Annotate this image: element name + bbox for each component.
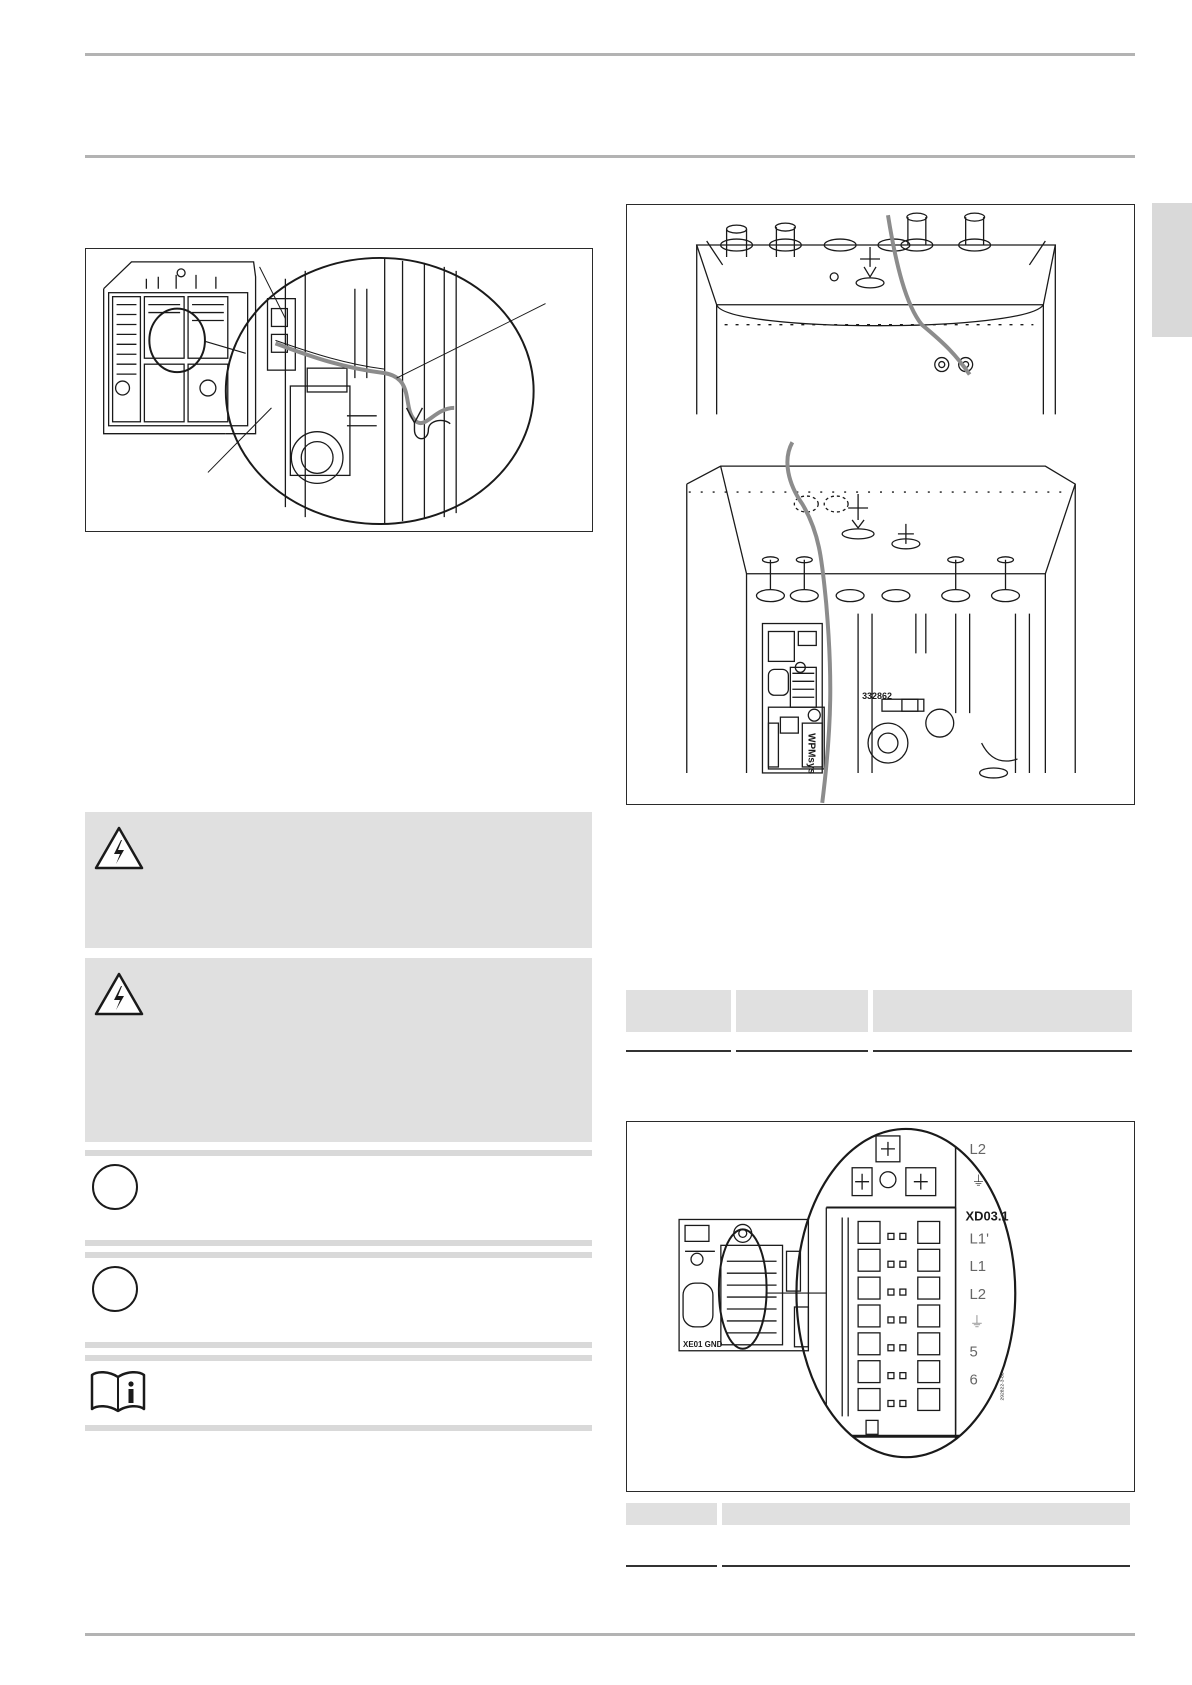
terminal-block-id: XD03.1: [965, 1208, 1009, 1224]
terminal-label-2: L1': [969, 1231, 989, 1248]
figure-appliance-top-views-drawing: [627, 205, 1134, 804]
danger-notice-1: [85, 812, 592, 948]
wiring-label-text: WPMsys: [805, 733, 817, 775]
table-2-header-cell-2: [722, 1503, 1130, 1525]
note-block-1: [85, 1150, 592, 1246]
note-top-rule: [85, 1252, 592, 1258]
table-2-row-rule-2: [722, 1565, 1130, 1567]
table-1-row-rule-3: [873, 1050, 1132, 1052]
info-circle-icon: [92, 1266, 138, 1312]
terminal-label-1: L2: [969, 1141, 987, 1158]
figure-appliance-top-views: [626, 204, 1135, 805]
table-2-header-cell-1: [626, 1503, 717, 1525]
terminal-label-6: 5: [969, 1344, 978, 1361]
figure-terminal-block: [626, 1121, 1135, 1492]
terminal-label-7: 6: [969, 1372, 978, 1389]
board-caption-text: XE01 GND: [683, 1339, 723, 1349]
table-2-row-rule-1: [626, 1565, 717, 1567]
table-1-header-cell-1: [626, 990, 731, 1032]
note-block-2: [85, 1252, 592, 1348]
footer-rule: [85, 1633, 1135, 1636]
terminal-label-5: ⏚: [969, 1314, 985, 1331]
chapter-side-tab: [1152, 203, 1192, 337]
terminal-label-3: L1: [969, 1259, 987, 1276]
electric-hazard-icon: [93, 970, 145, 1018]
danger-notice-2: [85, 958, 592, 1142]
note-bottom-rule: [85, 1240, 592, 1246]
table-1-header-cell-2: [736, 990, 868, 1032]
electric-hazard-icon: [93, 824, 145, 872]
manual-book-icon: [89, 1369, 147, 1413]
header-top-rule: [85, 53, 1135, 56]
reference-bottom-rule: [85, 1425, 592, 1431]
terminal-rows: [858, 1221, 940, 1410]
board-label-text: 332862: [862, 691, 892, 702]
reference-top-rule: [85, 1355, 592, 1361]
header-bottom-rule: [85, 155, 1135, 158]
table-1-row-rule-1: [626, 1050, 731, 1052]
note-bottom-rule: [85, 1342, 592, 1348]
ground-symbol-top: ⏚: [971, 1172, 986, 1189]
reference-block: [85, 1355, 592, 1431]
table-1-header-cell-3: [873, 990, 1132, 1032]
figure-cable-routing-drawing: [86, 249, 592, 531]
vertical-code-text: 292822-3-86: [1000, 1372, 1006, 1401]
terminal-label-4: L2: [969, 1287, 987, 1304]
figure-cable-routing: [85, 248, 593, 532]
info-circle-icon: [92, 1164, 138, 1210]
figure-terminal-block-drawing: [627, 1122, 1134, 1491]
table-1-row-rule-2: [736, 1050, 868, 1052]
note-top-rule: [85, 1150, 592, 1156]
